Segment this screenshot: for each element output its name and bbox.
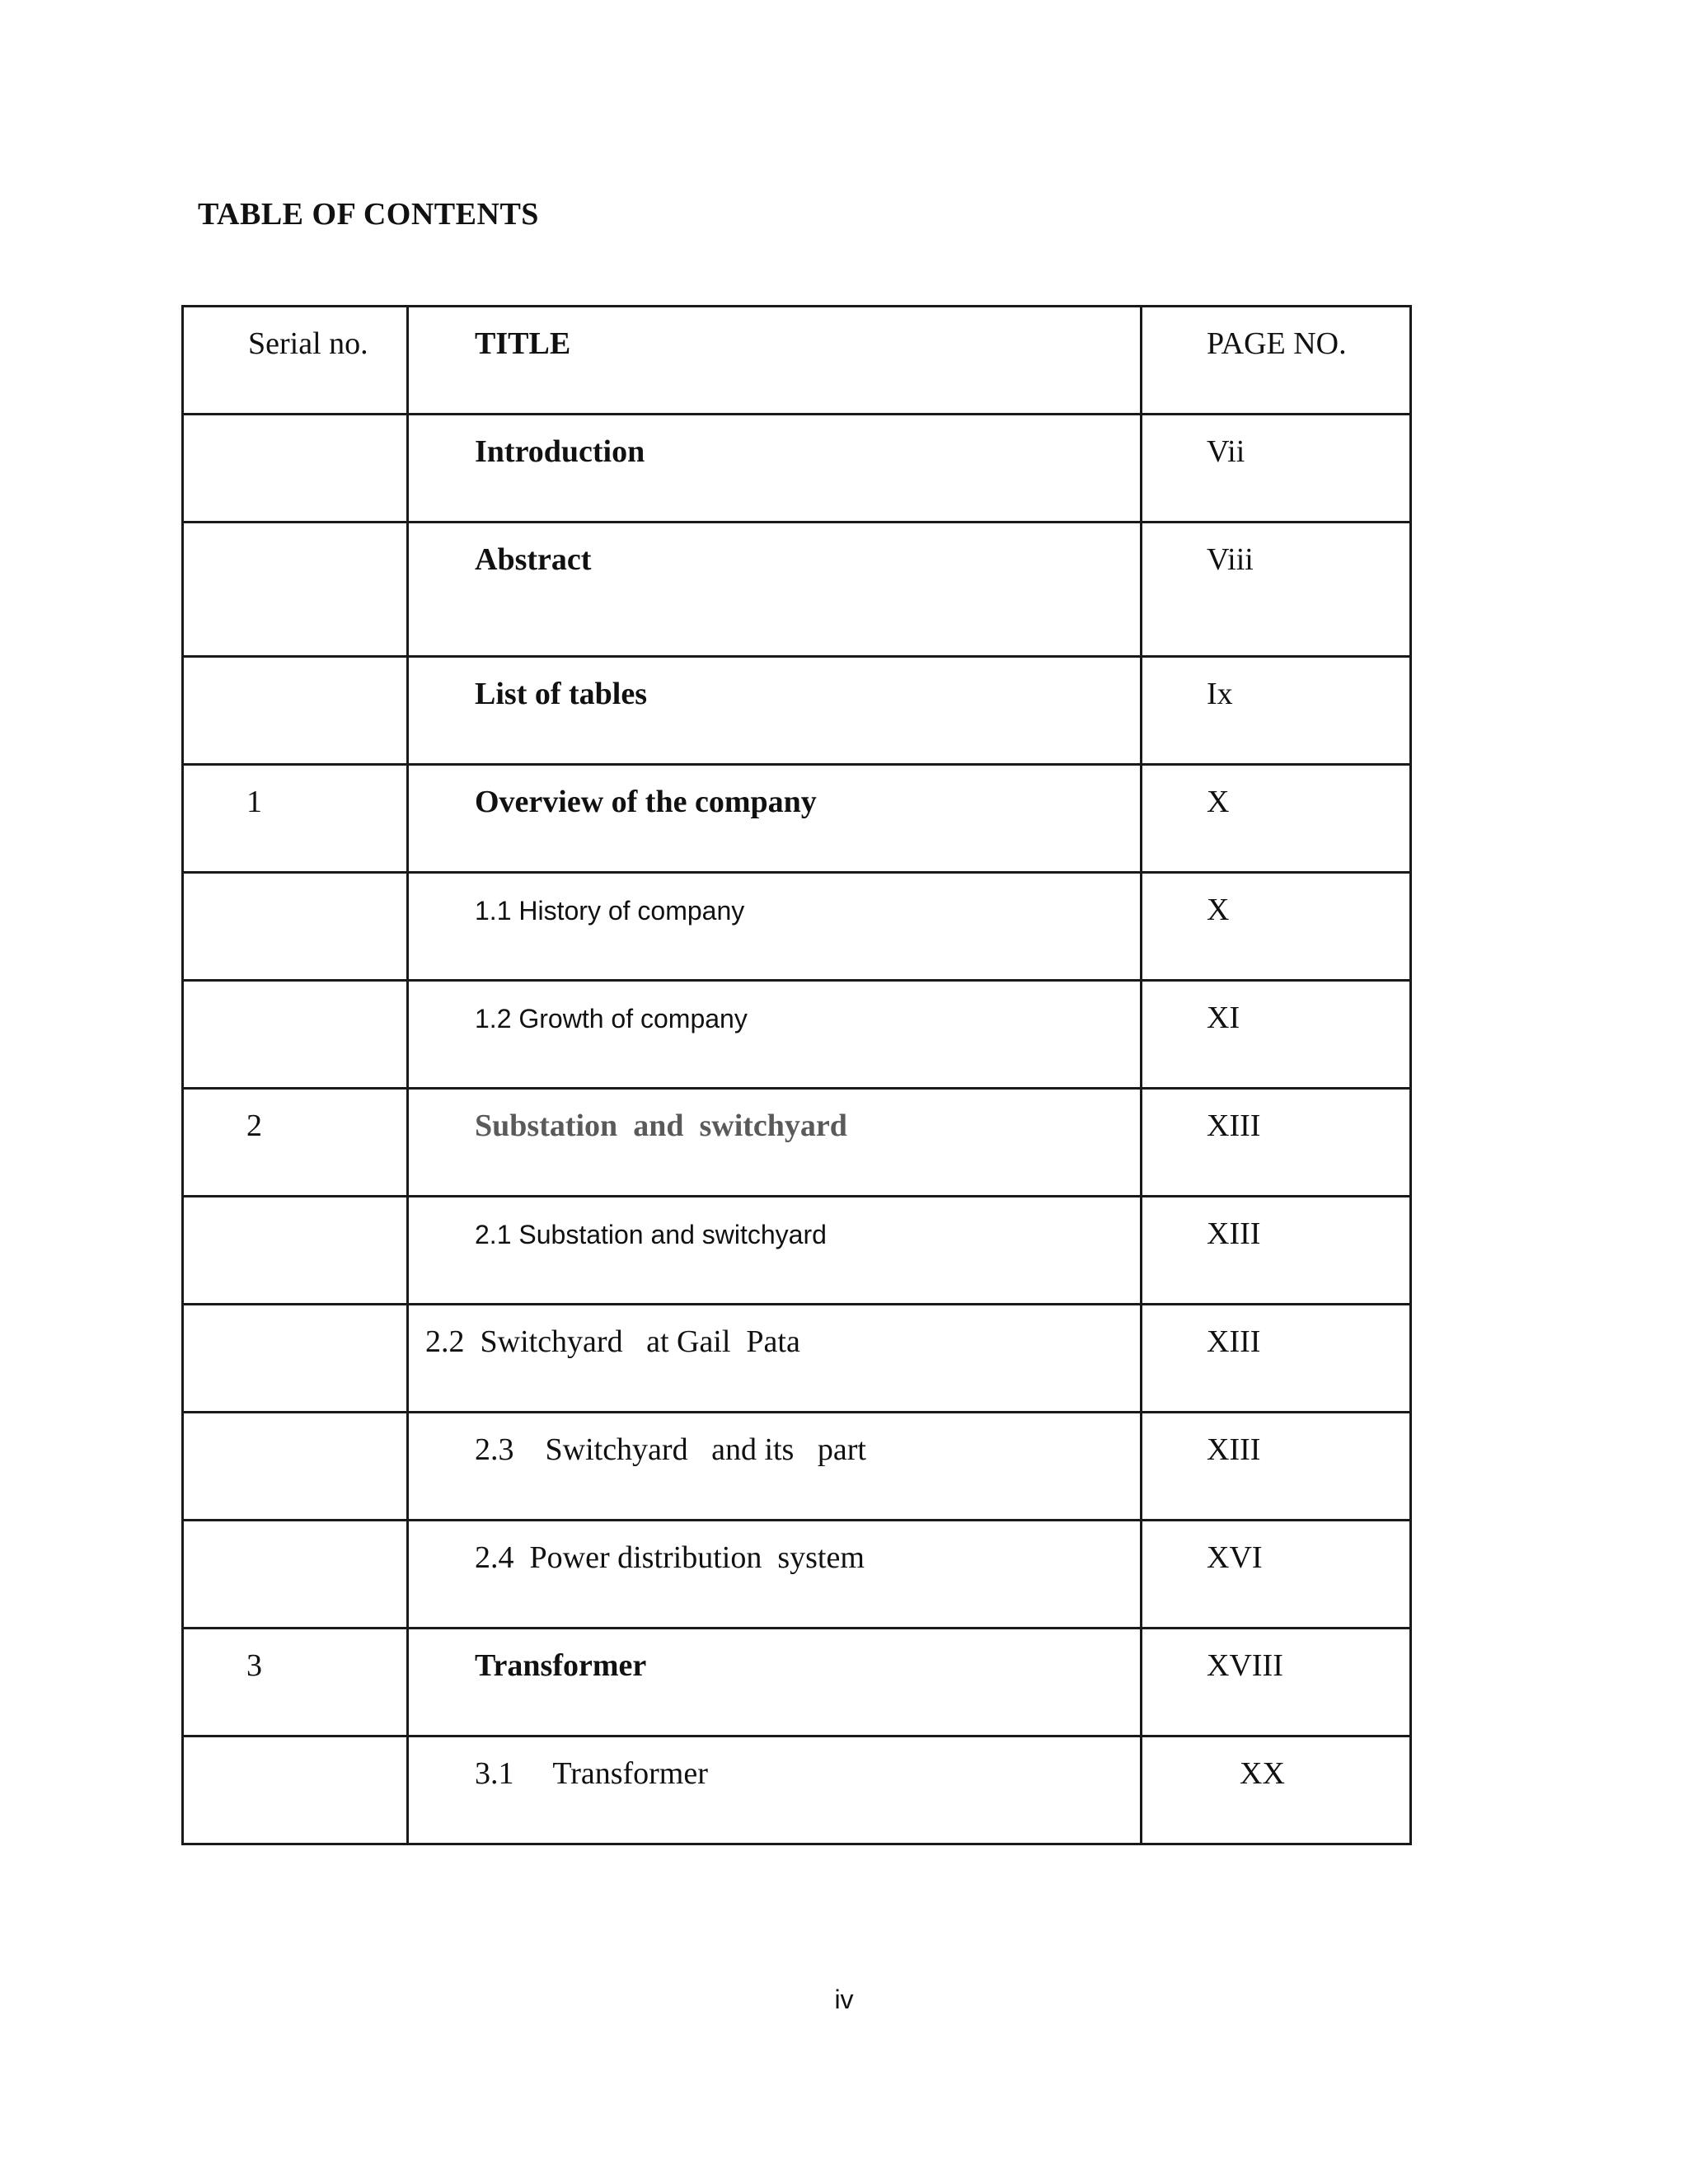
serial-number xyxy=(184,1737,406,1755)
page-number: iv xyxy=(834,1985,854,2014)
serial-number xyxy=(184,1305,406,1324)
entry-title: 2.2 Switchyard at Gail Pata xyxy=(425,1324,800,1359)
serial-cell xyxy=(183,657,408,765)
entry-title: Overview of the company xyxy=(475,785,817,819)
toc-table xyxy=(181,305,1412,1845)
entry-page: XIII xyxy=(1207,1432,1261,1467)
title-cell xyxy=(408,1413,1142,1521)
serial-number xyxy=(184,874,406,892)
serial-number xyxy=(184,982,406,1000)
table-row xyxy=(183,873,1411,981)
table-row xyxy=(183,657,1411,765)
serial-cell xyxy=(183,415,408,523)
header-page-label: PAGE NO. xyxy=(1207,326,1347,361)
header-cell-title xyxy=(408,307,1142,415)
title-cell xyxy=(408,765,1142,873)
title-cell xyxy=(408,1629,1142,1736)
table-row xyxy=(183,1305,1411,1413)
serial-cell xyxy=(183,981,408,1089)
serial-number xyxy=(184,658,406,676)
table-row xyxy=(183,765,1411,873)
serial-number xyxy=(184,1413,406,1432)
header-serial-label: Serial no. xyxy=(248,326,368,361)
table-row xyxy=(183,415,1411,523)
serial-cell xyxy=(183,1736,408,1844)
page-cell xyxy=(1142,765,1411,873)
page-cell xyxy=(1142,1736,1411,1844)
header-title-label: TITLE xyxy=(475,326,571,361)
entry-page: XI xyxy=(1207,1001,1240,1035)
page-cell xyxy=(1142,981,1411,1089)
entry-title: Abstract xyxy=(475,542,592,577)
table-row xyxy=(183,1413,1411,1521)
page-cell xyxy=(1142,415,1411,523)
title-cell xyxy=(408,1089,1142,1197)
serial-number xyxy=(184,1521,406,1540)
entry-page: Vii xyxy=(1207,434,1245,469)
title-cell xyxy=(408,1305,1142,1413)
serial-cell xyxy=(183,1089,408,1197)
entry-title: List of tables xyxy=(475,677,647,711)
serial-cell xyxy=(183,1413,408,1521)
page-cell xyxy=(1142,657,1411,765)
title-cell xyxy=(408,1197,1142,1305)
entry-page: XX xyxy=(1240,1756,1285,1791)
serial-number: 1 xyxy=(246,785,262,819)
table-row xyxy=(183,981,1411,1089)
page-cell xyxy=(1142,1521,1411,1629)
entry-title: 2.1 Substation and switchyard xyxy=(475,1220,827,1249)
table-row xyxy=(183,1521,1411,1629)
title-cell xyxy=(408,657,1142,765)
entry-title: Introduction xyxy=(475,434,645,469)
title-cell xyxy=(408,1521,1142,1629)
entry-title: 1.2 Growth of company xyxy=(475,1004,748,1033)
serial-cell xyxy=(183,1305,408,1413)
page-cell xyxy=(1142,1305,1411,1413)
header-cell-serial xyxy=(183,307,408,415)
entry-page: XIII xyxy=(1207,1108,1261,1143)
table-row xyxy=(183,1736,1411,1844)
entry-page: Viii xyxy=(1207,542,1254,577)
title-cell xyxy=(408,523,1142,657)
table-header-row xyxy=(183,307,1411,415)
page-cell xyxy=(1142,1413,1411,1521)
header-cell-page xyxy=(1142,307,1411,415)
entry-title: 1.1 History of company xyxy=(475,896,745,926)
entry-title: 2.3 Switchyard and its part xyxy=(475,1432,866,1467)
entry-title: 3.1 Transformer xyxy=(475,1756,708,1791)
entry-page: XVIII xyxy=(1207,1648,1283,1683)
entry-page: XIII xyxy=(1207,1324,1261,1359)
toc-heading: TABLE OF CONTENTS xyxy=(198,197,539,232)
serial-cell xyxy=(183,1521,408,1629)
title-cell xyxy=(408,981,1142,1089)
serial-number xyxy=(184,523,406,541)
page-cell xyxy=(1142,523,1411,657)
entry-page: XIII xyxy=(1207,1216,1261,1251)
page-cell xyxy=(1142,1089,1411,1197)
serial-number xyxy=(184,1197,406,1216)
entry-page: X xyxy=(1207,893,1230,927)
title-cell xyxy=(408,1736,1142,1844)
page-cell xyxy=(1142,1197,1411,1305)
page-cell xyxy=(1142,873,1411,981)
serial-number: 2 xyxy=(246,1108,262,1143)
entry-page: Ix xyxy=(1207,677,1233,711)
title-cell xyxy=(408,873,1142,981)
serial-number: 3 xyxy=(246,1648,262,1683)
serial-cell xyxy=(183,873,408,981)
serial-cell xyxy=(183,765,408,873)
table-row xyxy=(183,1089,1411,1197)
serial-cell xyxy=(183,1197,408,1305)
table-row xyxy=(183,1629,1411,1736)
serial-cell xyxy=(183,523,408,657)
table-row xyxy=(183,523,1411,657)
title-cell xyxy=(408,415,1142,523)
page-cell xyxy=(1142,1629,1411,1736)
entry-title: 2.4 Power distribution system xyxy=(475,1540,865,1575)
entry-title: Transformer xyxy=(475,1648,647,1683)
table-row xyxy=(183,1197,1411,1305)
serial-cell xyxy=(183,1629,408,1736)
entry-page: XVI xyxy=(1207,1540,1263,1575)
entry-title: Substation and switchyard xyxy=(475,1108,847,1143)
entry-page: X xyxy=(1207,785,1230,819)
serial-number xyxy=(184,415,406,434)
